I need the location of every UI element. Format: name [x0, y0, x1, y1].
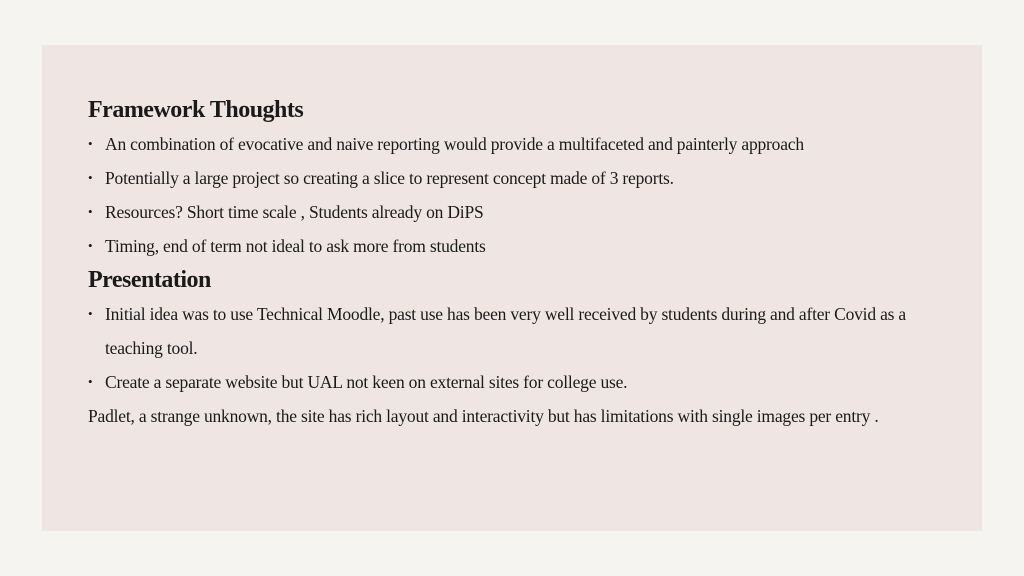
bullet-icon: • [88, 170, 93, 185]
list-item: • An combination of evocative and naive reporting would provide a multifaceted and painterly approach [88, 127, 948, 161]
presentation-heading: Presentation [88, 267, 211, 293]
bullet-icon: • [88, 306, 93, 321]
presentation-list [88, 297, 948, 399]
framework-thoughts-list [88, 127, 948, 263]
framework-thoughts-heading: Framework Thoughts [88, 97, 304, 123]
list-item: • Timing, end of term not ideal to ask more from students [88, 229, 948, 263]
bullet-icon: • [88, 374, 93, 389]
list-item: • Initial idea was to use Technical Moodle, past use has been very well received by students during and after Covid as a teaching tool. [88, 297, 948, 365]
bullet-icon: • [88, 136, 93, 151]
slide-panel [42, 45, 982, 531]
slide-content [88, 93, 948, 433]
list-item: • Potentially a large project so creating a slice to represent concept made of 3 reports. [88, 161, 948, 195]
list-item: • Create a separate website but UAL not keen on external sites for college use. [88, 365, 948, 399]
bullet-icon: • [88, 238, 93, 253]
padlet-paragraph: Padlet, a strange unknown, the site has rich layout and interactivity but has limitations with single images per entry . [88, 406, 879, 426]
bullet-icon: • [88, 204, 93, 219]
list-item: • Resources? Short time scale , Students already on DiPS [88, 195, 948, 229]
